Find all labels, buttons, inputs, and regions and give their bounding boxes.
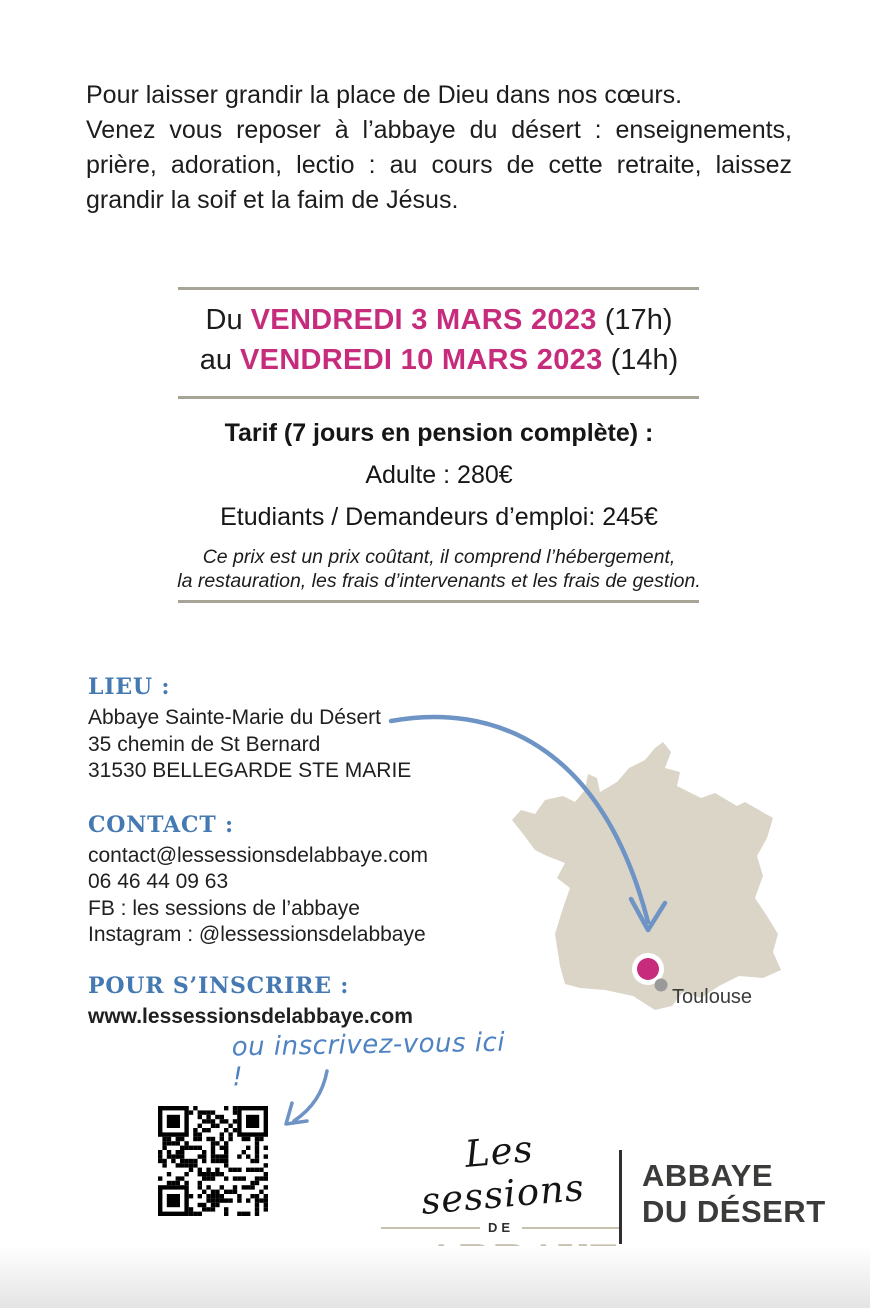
pricing-adult: Adulte : 280€: [365, 461, 513, 489]
date-from-value: VENDREDI 3 MARS 2023: [250, 304, 597, 336]
de-right-rule: [522, 1227, 621, 1229]
de-left-rule: [381, 1227, 480, 1229]
france-map: [505, 738, 797, 1018]
qr-code: [158, 1106, 268, 1216]
sessions-logo-script: Les sessions: [419, 1127, 587, 1223]
contact-facebook: FB : les sessions de l’abbaye: [88, 896, 360, 920]
registration-website: www.lessessionsdelabbaye.com: [88, 1004, 413, 1028]
date-to-line: [139, 340, 739, 380]
location-city: 31530 BELLEGARDE STE MARIE: [88, 759, 412, 782]
location-block: [88, 674, 518, 785]
page-bottom-fade: [0, 1246, 870, 1308]
date-from-time: (17h): [596, 304, 673, 336]
toulouse-label: Toulouse: [672, 986, 753, 1008]
location-street: 35 chemin de St Bernard: [88, 732, 321, 756]
intro-sentence-2: Venez vous reposer à l’abbaye du désert : enseignements, prière, adoration, lectio : au cours de cette retraite, laissez grandir la soif et la faim de Jésus.: [86, 116, 792, 214]
divider-middle: [178, 396, 699, 399]
contact-email: contact@lessessionsdelabbaye.com: [88, 843, 428, 867]
location-name: Abbaye Sainte-Marie du Désert: [88, 706, 381, 729]
sessions-logo-de: DE: [487, 1220, 515, 1235]
registration-block: [88, 973, 518, 1031]
date-to-prefix: au: [199, 344, 241, 376]
contact-heading: CONTACT :: [88, 811, 234, 838]
qr-code-svg: [158, 1106, 268, 1216]
contact-instagram: Instagram : @lessessionsdelabbaye: [88, 923, 426, 946]
handwritten-note: ou inscrivez-vous ici !: [231, 1027, 506, 1093]
pricing-note-line2: la restauration, les frais d’intervenants et les frais de gestion.: [177, 570, 701, 592]
date-to-time: (14h): [602, 344, 679, 376]
info-column: [88, 674, 518, 1030]
abbey-logo-line2: DU DÉSERT: [642, 1194, 826, 1229]
intro-sentence-1: Pour laisser grandir la place de Dieu dans nos cœurs.: [86, 81, 683, 109]
contact-phone: 06 46 44 09 63: [88, 870, 229, 893]
date-from-line: [139, 300, 739, 340]
location-marker-dot: [637, 958, 659, 980]
date-from-prefix: Du: [205, 304, 251, 336]
qr-arrow-head: [286, 1103, 307, 1124]
pricing-heading: Tarif (7 jours en pension complète) :: [224, 419, 654, 447]
date-to-value: VENDREDI 10 MARS 2023: [240, 344, 603, 376]
location-heading: LIEU :: [88, 674, 171, 700]
logo-divider: [619, 1150, 622, 1244]
pricing-note: [139, 545, 739, 593]
abbey-logo: [642, 1158, 826, 1230]
contact-block: [88, 812, 518, 949]
divider-bottom: [178, 600, 699, 603]
toulouse-dot: [655, 979, 668, 992]
divider-top: [178, 287, 699, 290]
pricing-students: Etudiants / Demandeurs d’emploi: 245€: [220, 503, 658, 531]
intro-paragraph: [86, 78, 792, 218]
pricing-note-line1: Ce prix est un prix coûtant, il comprend l’hébergement,: [202, 546, 676, 568]
registration-heading: POUR S’INSCRIRE :: [88, 972, 350, 999]
dates-block: [139, 300, 739, 380]
abbey-logo-line1: ABBAYE: [642, 1158, 774, 1193]
pricing-block: [139, 419, 739, 593]
